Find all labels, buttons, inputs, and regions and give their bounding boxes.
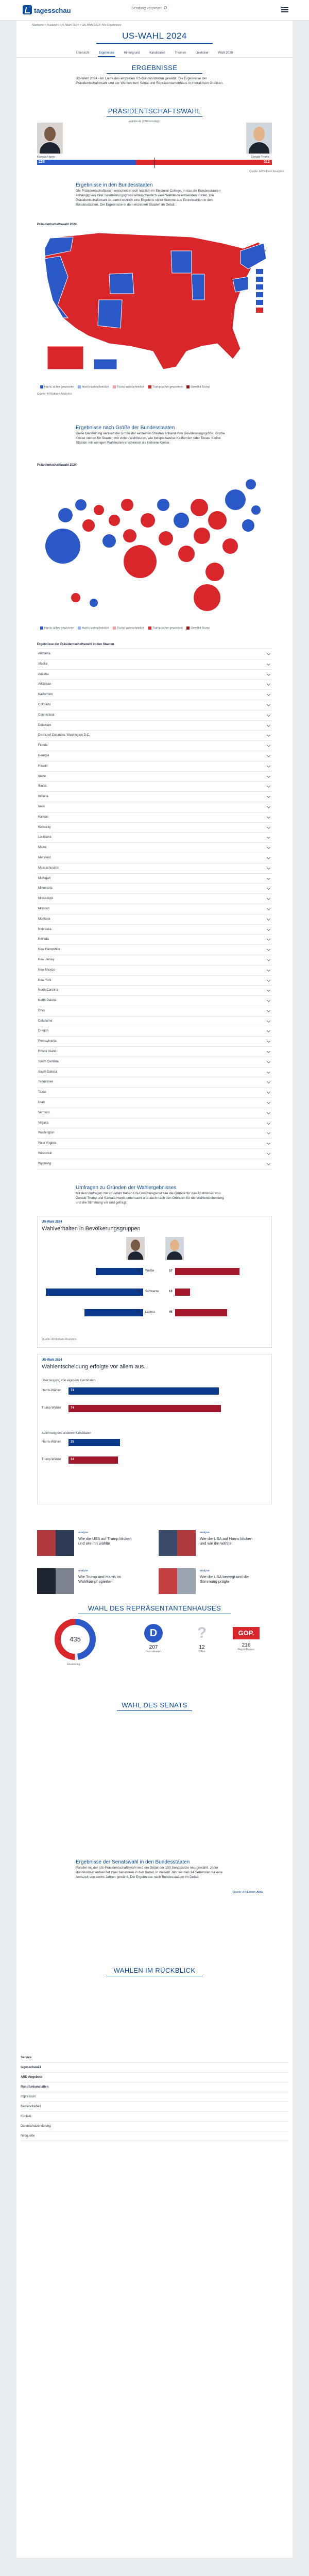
tab-topics[interactable]: Themen [175,52,186,55]
ev-subtitle: Wahlleute (270 benötigt) [129,120,160,123]
house-donut-chart[interactable] [54,1618,97,1661]
house-total-label: Abstimmig [67,1663,80,1666]
breadcrumb[interactable]: Startseite > Ausland > US-Wahl 2024 > US-Wahl 2024: Alle Ergebnisse [32,24,122,27]
state-row[interactable]: Oregon [37,1026,272,1037]
trump-name: Donald Trump [251,156,269,159]
state-row[interactable]: Arkansas [37,680,272,690]
state-minnesota[interactable] [171,251,192,273]
senate-source: Quelle: AP/Edison ARD [233,1891,263,1894]
state-hawaii[interactable] [94,359,117,369]
house-rep-label: Republikaner [237,1648,255,1651]
map-legend: Harris sicher gewonnen Harris wahrscheinlich Trump wahrscheinlich Trump sicher gewonnen Gewählt Trump [37,385,210,388]
state-row[interactable]: Georgia [37,751,272,761]
bubble-map[interactable] [37,469,272,623]
poll2-value: 24 [71,1458,74,1461]
house-rep-seats: 216 [242,1642,251,1648]
bubble-legend: Harris sicher gewonnen Harris wahrscheinlich Trump wahrscheinlich Trump sicher gewonnen Gewählt Trump [37,626,210,630]
tab-results[interactable]: Ergebnisse [98,50,115,57]
house-dem [138,1624,169,1653]
state-row[interactable]: New Hampshire [37,945,272,955]
tab-overview[interactable]: Übersicht [76,52,90,55]
state-row[interactable]: Oklahoma [37,1016,272,1027]
state-row[interactable]: New Mexico [37,965,272,976]
state-row[interactable]: West Virginia [37,1139,272,1149]
results-title: ERGEBNISSE [131,64,178,72]
footer-link-netiquette[interactable]: Netiquette [21,2131,288,2141]
state-row[interactable]: Hawaii [37,761,272,772]
teaser-image-2[interactable] [159,1530,196,1556]
state-row[interactable]: Arizona [37,670,272,680]
states-intro: Ergebnisse in den Bundesstaaten Die Präsidentschaftswahl entscheidet sich letztlich im Electoral College, in das die Bundesstaaten abhängig von ihrer Bevölkerungsgröße unterschiedlich viele Wahlleute entsenden dürfen. Die Präsidentschaftswahl ist damit letztlich eine Ergebnis vieler Summe aus Einzelwahlen in den Bundesstaaten. Die Ergebnisse in den einzelnen Staaten im Detail: [76,183,230,207]
state-row[interactable]: Michigan [37,874,272,884]
state-row[interactable]: Tennessee [37,1077,272,1088]
state-row[interactable]: South Dakota [37,1067,272,1078]
poll2-row-label: Harris-Wähler [42,1389,61,1392]
state-row[interactable]: Idaho [37,772,272,782]
results-intro: US-Wahl 2024 - Im Laufe des einzelnen US-Bundesstaaten gewählt. Die Ergebnisse der Präsidentschaftswahl und der Wahlen zum Senat und Repräsentantenhaus in interaktiven Grafiken. [76,77,224,85]
polls-intro: Umfragen zu Gründen der Wahlergebnisses Mit den Umfragen zur US-Wahl haben US-Forschungsinstitute die Gründe für das Abstimmen von Donald Trump und Kamala Harris untersucht und auch nach den Gründen für die Wahlentscheidung und die Stimmung vor und gefragt. [76,1185,230,1205]
state-new-england-ny[interactable] [241,243,266,269]
poll2-harris-bar [68,1387,219,1395]
poll2-row-label: Trump-Wähler [42,1406,62,1410]
poll2-group1-label: Überzeugung von eigenem Kandidaten [42,1379,96,1382]
teaser-3-kicker: analyse [78,1569,88,1572]
senate-intro: Ergebnisse der Senatswahl in den Bundesstaaten Parallel mit der US-Präsidentschaftswahl wird ein Drittel der 100 Senatssitze neu gewählt. Jeder Bundesstaat entsendet zwei Senatoren in den Senat. In diesem Jahr werden 34 Senatoren für eine Amtszeit von sechs Jahren gewählt. Die Ergebnisse nach Bundesstaaten im Detail: [76,1860,230,1879]
poll2-value: 25 [71,1440,74,1444]
size-heading: Ergebnisse nach Größe der Bundesstaaten [76,425,175,431]
source-note: Quelle: AP/Edison Analytics [249,170,284,173]
poll2-row-label: Harris-Wähler [42,1440,61,1444]
teaser-2-title[interactable]: Wie die USA auf Harris blicken und wie ihn wählte [200,1536,253,1546]
teaser-1-kicker: analyse [78,1531,88,1534]
teaser-image-4[interactable] [159,1568,196,1594]
state-row[interactable]: Montana [37,914,272,925]
page-footer [0,2558,309,2576]
state-row[interactable]: Florida [37,741,272,751]
house-rep [231,1624,262,1651]
poll2-group2-label: Ablehnung des anderen Kandidaten [42,1432,91,1435]
state-row[interactable]: New Jersey [37,955,272,965]
poll1-harris-bar [96,1268,143,1275]
footer-links [21,2053,288,2141]
bubble-california[interactable] [45,529,80,564]
gop-logo-icon: GOP. [233,1627,260,1639]
brand-name[interactable]: tagesschau [34,7,71,14]
poll2-kicker: US-Wahl 2024 [42,1359,62,1362]
poll2-row-label: Trump-Wähler [42,1458,62,1461]
poll1-trump-bar [175,1289,190,1296]
house-total: 435 [70,1635,81,1643]
poll2-trump-bar [68,1456,118,1464]
poll1-trump-portrait [165,1237,184,1260]
main-content [16,21,293,2558]
state-row[interactable]: Illinois [37,782,272,792]
state-row[interactable]: Virginia [37,1118,272,1129]
footer-link-tagesschau24[interactable]: tagesschau24 [21,2063,288,2073]
trump-ev-count: 312 [264,160,270,164]
tab-election-2020[interactable]: Wahl 2020 [218,52,233,55]
poll2-value: 73 [71,1389,74,1392]
state-row[interactable]: Wisconsin [37,1149,272,1159]
poll1-harris-bar [84,1309,143,1316]
state-row[interactable]: Alaska [37,659,272,670]
state-row[interactable]: Wyoming [37,1159,272,1170]
poll1-trump-bar [175,1268,239,1275]
poll2-harris-bar [68,1439,120,1446]
sub-navigation [16,49,293,58]
map-source: Quelle: AP/Edison Analytics [37,393,72,396]
state-illinois[interactable] [192,274,204,300]
state-row[interactable]: Nebraska [37,925,272,935]
house-dem-seats: 207 [149,1645,158,1650]
state-virginia-maryland[interactable] [233,277,248,292]
electoral-vote-bar [37,160,272,165]
footer-link-rundfunkanstalten[interactable]: Rundfunkanstalten [21,2082,288,2092]
state-row[interactable]: Missouri [37,904,272,914]
poll1-row-label: Schwarze [145,1290,159,1293]
state-row[interactable]: Mississippi [37,894,272,904]
teaser-image-1[interactable] [37,1530,74,1556]
teaser-4-kicker: analyse [200,1569,210,1572]
democrat-logo-icon: D [144,1624,163,1642]
poll1-trump-value: 57 [169,1269,173,1273]
footer-link-service[interactable]: Service [21,2053,288,2063]
bubble-florida[interactable] [194,584,220,611]
state-row[interactable]: Rhode Island [37,1047,272,1057]
poll1-trump-value: 46 [169,1311,173,1314]
state-row[interactable]: Maine [37,843,272,853]
bubble-label: Präsidentschaftswahl 2024 [37,464,77,467]
poll1-title: Wahlverhalten in Bevölkerungsgruppen [42,1226,141,1232]
search-icon [164,6,167,9]
harris-ev-bar [37,160,136,165]
state-colorado[interactable] [109,273,134,294]
state-row[interactable]: North Carolina [37,986,272,996]
state-row[interactable]: North Dakota [37,996,272,1006]
house-dem-label: Demokraten [146,1650,161,1653]
state-row[interactable]: Iowa [37,802,272,812]
poll2-value: 74 [71,1406,74,1410]
footer-link-barrierefreiheit[interactable]: Barrierefreiheit [21,2102,288,2112]
harris-portrait [37,123,63,154]
poll2-trump-bar [68,1405,221,1412]
retro-title: WAHLEN IM RÜCKBLICK [113,1967,196,1974]
state-row[interactable]: Nevada [37,935,272,945]
state-row[interactable]: Ohio [37,1006,272,1016]
state-alaska[interactable] [47,346,83,369]
state-row[interactable]: New York [37,976,272,986]
harris-name: Kamala Harris [37,156,55,159]
state-row[interactable]: Minnesota [37,884,272,894]
harris-ev-count: 226 [39,160,45,164]
polls-heading: Umfragen zu Gründen der Wahlergebnisses [76,1185,177,1191]
poll1-row-label: Weiße [145,1269,154,1273]
trump-ev-bar [136,160,272,165]
footer-link-ard-angebote[interactable]: ARD Angebote [21,2073,288,2082]
poll2-title: Wahlentscheidung erfolgte vor allem aus... [42,1364,149,1370]
poll1-harris-portrait [126,1237,145,1260]
poll1-harris-value: 42 [137,1269,141,1273]
size-intro: Ergebnisse nach Größe der Bundesstaaten Diese Darstellung verzerrt die Größe der einzelnen Staaten anhand ihrer Bevölkerungsgröße. Große Kreise stehen für Staaten mit vielen Wahlleuten, wie beispielsweise Kalifornien oder Texas. Kleine Staaten mit wenigen Wahlleuten erscheinen als kleinere Kreise. [76,426,230,445]
senate-heading: Ergebnisse der Senatswahl in den Bundesstaaten [76,1859,190,1865]
state-row[interactable]: District of Columbia, Washington D.C. [37,731,272,741]
us-results-map[interactable] [37,228,272,382]
state-table-heading: Ergebnisse der Präsidentschaftswahl in den Staaten [37,641,272,649]
state-results-table [37,641,272,1170]
teaser-2-kicker: analyse [200,1531,210,1534]
search-link[interactable]: Sendung verpasst? [131,6,167,10]
poll1-harris-value: 52 [137,1311,141,1314]
state-row[interactable]: Delaware [37,721,272,731]
footer-link-datenschutz[interactable]: Datenschutzerklärung [21,2122,288,2131]
bubble-texas[interactable] [124,545,157,578]
teaser-1-title[interactable]: Wie die USA auf Trump blicken und wie ihn wählte [78,1536,132,1546]
poll1-harris-value: 86 [137,1290,141,1293]
house-open-label: Offen [198,1650,205,1653]
top-bar [0,0,309,21]
state-row[interactable]: Washington [37,1128,272,1139]
state-row[interactable]: Kalifornien [37,690,272,700]
teaser-image-3[interactable] [37,1568,74,1594]
states-heading: Ergebnisse in den Bundesstaaten [76,182,153,188]
senate-title: WAHL DES SENATS [122,1701,187,1709]
poll1-harris-bar [46,1289,143,1296]
question-mark-icon: ? [197,1624,207,1641]
state-row[interactable]: Colorado [37,700,272,710]
poll1-source: Quelle: AP/Edison Analytics [42,1338,77,1341]
trump-portrait [246,123,272,154]
presidential-title: PRÄSIDENTSCHAFTSWAHL [108,107,201,115]
poll1-row-label: Latinos [145,1311,156,1314]
state-row[interactable]: Maryland [37,853,272,863]
tab-background[interactable]: Hintergrund [124,52,140,55]
tab-candidates[interactable]: Kandidaten [149,52,165,55]
state-row[interactable]: Connecticut [37,710,272,721]
poll1-kicker: US-Wahl 2024 [42,1221,62,1224]
state-new-mexico[interactable] [98,300,122,328]
tab-liveticker[interactable]: Liveticker [195,52,209,55]
teaser-3-title[interactable]: Wie Trump und Harris im Wahlkampf agierten [78,1574,121,1584]
menu-icon[interactable] [281,7,288,12]
state-row[interactable]: Louisiana [37,833,272,843]
map-label: Präsidentschaftswahl 2024 [37,223,77,226]
state-row[interactable]: Texas [37,1088,272,1098]
house-title: WAHL DES REPRÄSENTANTENHAUSES [88,1604,221,1612]
poll-groups-card [37,1216,272,1348]
state-row[interactable]: Kansas [37,812,272,823]
house-open-seats: 12 [199,1645,205,1650]
teaser-4-title[interactable]: Wie die USA bewegt und die Stimmung prägte [200,1574,249,1584]
footer-link-impressum[interactable]: Impressum [21,2092,288,2102]
state-row[interactable]: Utah [37,1098,272,1108]
page-title: US-WAHL 2024 [122,31,187,41]
poll1-trump-bar [175,1309,227,1316]
house-open [186,1624,217,1653]
footer-link-kontakt[interactable]: Kontakt [21,2112,288,2122]
state-row[interactable]: Kentucky [37,823,272,833]
state-row[interactable]: South Carolina [37,1057,272,1067]
state-row[interactable]: Pennsylvania [37,1037,272,1047]
tagesschau-logo-icon[interactable] [23,5,32,14]
state-row[interactable]: Massachusetts [37,863,272,874]
poll-motive-card [37,1354,272,1504]
state-row[interactable]: Indiana [37,792,272,802]
state-row[interactable]: Alabama [37,649,272,659]
poll1-trump-value: 13 [169,1290,173,1293]
state-row[interactable]: Vermont [37,1108,272,1118]
